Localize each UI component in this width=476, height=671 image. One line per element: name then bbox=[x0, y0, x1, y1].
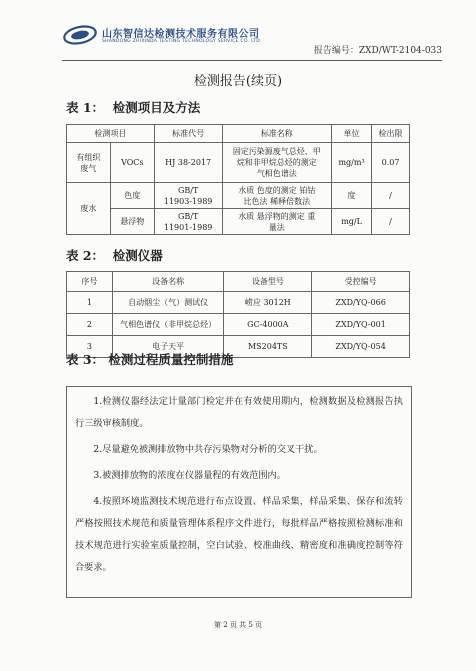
device-name-cell: 气相色谱仪（非甲烷总烃） bbox=[112, 314, 224, 336]
test-items-table bbox=[66, 124, 410, 235]
seq-cell: 1 bbox=[67, 292, 113, 314]
col-header: 标准名称 bbox=[222, 125, 332, 143]
col-header: 序号 bbox=[67, 272, 113, 292]
table-row bbox=[67, 183, 410, 209]
qc-paragraph: 2.尽量避免被测排放物中共存污染物对分析的交叉干扰。 bbox=[93, 444, 323, 455]
col-header: 单位 bbox=[332, 125, 372, 143]
seq-cell: 2 bbox=[67, 314, 113, 336]
item-cell: 悬浮物 bbox=[110, 209, 154, 235]
section-2-title: 检测仪器 bbox=[112, 248, 163, 263]
category-cell: 有组织 废气 bbox=[67, 143, 111, 183]
col-header: 检测项目 bbox=[67, 125, 155, 143]
seq-cell: 3 bbox=[67, 336, 113, 358]
limit-cell: / bbox=[372, 183, 410, 209]
method-cell: 水质 色度的测定 铂钴 比色法 稀释倍数法 bbox=[222, 183, 332, 209]
unit-cell: mg/L bbox=[332, 209, 372, 235]
device-name-cell: 电子天平 bbox=[112, 336, 224, 358]
section-2-heading bbox=[66, 246, 163, 264]
control-no-cell: ZXD/YQ-001 bbox=[312, 314, 410, 336]
unit-cell: mg/m³ bbox=[332, 143, 372, 183]
col-header: 设备名称 bbox=[112, 272, 224, 292]
limit-cell: 0.07 bbox=[372, 143, 410, 183]
instruments-table bbox=[66, 271, 410, 358]
unit-cell: 度 bbox=[332, 183, 372, 209]
table-row bbox=[67, 314, 410, 336]
section-3-label: 表 3： bbox=[66, 352, 105, 367]
section-1-title: 检测项目及方法 bbox=[112, 100, 201, 115]
section-2-label: 表 2： bbox=[66, 248, 105, 263]
category-cell: 废水 bbox=[67, 183, 111, 235]
code-cell: HJ 38-2017 bbox=[154, 143, 222, 183]
company-name-en: SHANDONG ZHIXINDA TESTING TECHNOLOGY SERVICE CO. LTD bbox=[102, 39, 261, 44]
model-cell: MS204TS bbox=[224, 336, 312, 358]
qc-paragraph: 4.按照环境监测技术规范进行布点设置、样品采集，样品采集、保存和流转严格按照技术规范和质量管理体系程序文件进行，每批样品严格按照检测标准和技术规范进行实验室质量控制，空白试验、校准曲线、精密度和准确度控制等符合要求。 bbox=[75, 496, 403, 573]
qc-paragraph: 1.检测仪器经法定计量部门检定并在有效使用期内，检测数据及检测报告执行三级审核制度。 bbox=[75, 396, 403, 429]
model-cell: 崂应 3012H bbox=[224, 292, 312, 314]
method-cell: 水质 悬浮物的测定 重 量法 bbox=[222, 209, 332, 235]
control-no-cell: ZXD/YQ-066 bbox=[312, 292, 410, 314]
item-cell: VOCs bbox=[110, 143, 154, 183]
table-row bbox=[67, 209, 410, 235]
table-row bbox=[67, 292, 410, 314]
device-name-cell: 自动烟尘（气）测试仪 bbox=[112, 292, 224, 314]
page-footer: 第 2 页 共 5 页 bbox=[213, 621, 263, 629]
limit-cell: / bbox=[372, 209, 410, 235]
company-logo-icon bbox=[62, 24, 98, 46]
col-header: 设备型号 bbox=[224, 272, 312, 292]
method-cell: 固定污染源废气总烃、甲 烷和非甲烷总烃的测定 气相色谱法 bbox=[222, 143, 332, 183]
code-cell: GB/T 11903-1989 bbox=[154, 183, 222, 209]
section-1-label: 表 1： bbox=[66, 100, 105, 115]
page-title: 检测报告(续页) bbox=[193, 74, 283, 89]
table-header-row bbox=[67, 272, 410, 292]
section-1-heading bbox=[66, 98, 200, 116]
item-cell: 色度 bbox=[110, 183, 154, 209]
section-3-title: 检测过程质量控制措施 bbox=[108, 352, 234, 367]
page-header bbox=[62, 22, 442, 61]
col-header: 检出限 bbox=[372, 125, 410, 143]
qc-measures-box bbox=[66, 386, 412, 598]
company-name-cn: 山东智信达检测技术服务有限公司 bbox=[102, 29, 260, 40]
col-header: 受控编号 bbox=[312, 272, 410, 292]
report-number: 报告编号：ZXD/WT-2104-033 bbox=[313, 46, 442, 56]
col-header: 标准代号 bbox=[154, 125, 222, 143]
section-3-heading bbox=[66, 350, 233, 368]
table-header-row bbox=[67, 125, 410, 143]
qc-paragraph: 3.被测排放物的浓度在仪器量程的有效范围内。 bbox=[93, 470, 286, 481]
table-row bbox=[67, 143, 410, 183]
model-cell: GC-4000A bbox=[224, 314, 312, 336]
code-cell: GB/T 11901-1989 bbox=[154, 209, 222, 235]
control-no-cell: ZXD/YQ-054 bbox=[312, 336, 410, 358]
